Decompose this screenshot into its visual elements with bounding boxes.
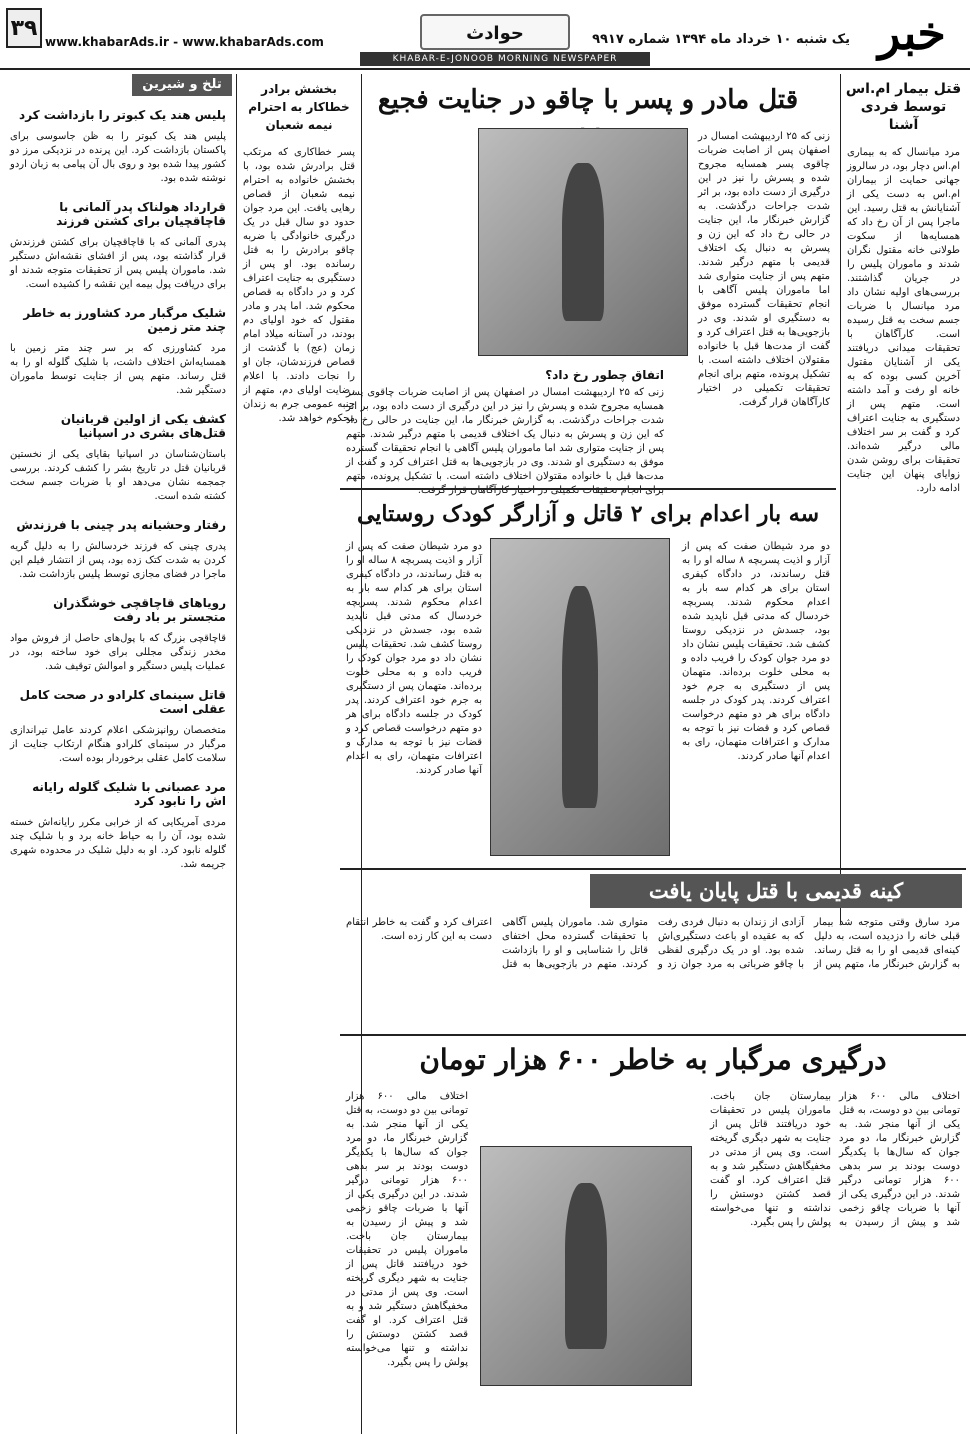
brief-title: شلیک مرگبار مرد کشاورز به خاطر چند متر زمین — [23, 306, 226, 334]
brief-body: پلیس هند یک کبوتر را به ظن جاسوسی برای پاکستان بازداشت کرد. این پرنده در نزدیکی مرز دو کشور پیدا شده بود و روی بال آن پیامی به زبان اردو نوشته شده بود. — [10, 131, 226, 184]
brief-item — [4, 510, 232, 588]
story-four-headline: درگیری مرگبار به خاطر ۶۰۰ هزار تومان — [419, 1043, 887, 1076]
photo-person — [562, 586, 598, 807]
middle-column — [236, 74, 362, 1434]
main-story-subheading: اتفاق چطور رخ داد؟ — [545, 368, 664, 382]
brief-title: رفتار وحشیانه پدر چینی با فرزندش — [16, 518, 226, 532]
page-header — [0, 0, 970, 70]
story-four-body: اختلاف مالی ۶۰۰ هزار تومانی بین دو دوست، به قتل یکی از آنها منجر شد. به گزارش خبرنگار ما، دو مرد جوان که سال‌ها با یکدیگر دوست بودند بر سر بدهی ۶۰۰ هزار تومانی درگیر شدند. در این درگیری یکی از آنها با ضربات چاقو زخمی شد و پیش از رسیدن به بیمارستان جان باخت. ماموران پلیس در تحقیقات خود دریافتند قاتل پس از جنایت به شهر دیگری گریخته است. وی پس از مدتی در مخفیگاهش دستگیر شد و به قتل اعتراف کرد. او گفت قصد کشتن دوستش را نداشته و تنها می‌خواسته پولش را پس بگیرد. — [710, 1091, 961, 1228]
main-story — [340, 74, 836, 496]
main-story-body: زنی که ۲۵ اردیبهشت امسال در اصفهان پس از اصابت ضربات چاقوی پسر همسایه مجروح شده و پسرش را نیز در این درگیری از دست داده بود، بر اثر شدت جراحات درگذشت. به گزارش خبرنگار ما، این جنایت در حالی رخ داد که این زن و پسرش به دنبال یک اختلاف قدیمی با متهم درگیر شدند. متهم پس از جنایت متواری شد اما ماموران پلیس آگاهی با انجام تحقیقات گسترده موفق به دستگیری او شدند. وی در بازجویی‌ها به قتل اعتراف کرد و گفت از مدت‌ها قبل با خانواده مقتولان اختلاف داشته است. با تشکیل پرونده، متهم برای انجام تحقیقات تکمیلی در اختیار کارآگاهان قرار گرفت. — [698, 131, 830, 408]
brief-item — [4, 404, 232, 510]
brief-body: مرد کشاورزی که بر سر چند متر زمین با همسایه‌اش اختلاف داشت، با شلیک گلوله او را به قتل رساند. متهم پس از جنایت توسط ماموران دستگیر شد. — [10, 343, 226, 396]
middle-column-title: بخشش برادر خطاکار به احترام نیمه شعبان — [248, 82, 350, 132]
brief-item — [4, 100, 232, 192]
brief-body: متخصصان روانپزشکی اعلام کردند عامل تیراندازی مرگبار در سینمای کلرادو هنگام ارتکاب جنایت از سلامت کامل عقلی برخوردار بوده است. — [10, 725, 226, 764]
right-column — [840, 74, 966, 924]
brief-body: قاچاقچی بزرگ که با پول‌های حاصل از فروش مواد مخدر زندگی مجللی برای خود ساخته بود، در عملیات پلیس دستگیر و اموالش توقیف شد. — [10, 633, 226, 672]
english-banner: KHABAR-E-JONOOB MORNING NEWSPAPER — [360, 52, 650, 66]
photo-person — [562, 163, 604, 321]
brief-item — [4, 298, 232, 404]
story-two-body-continued: دو مرد شیطان صفت که پس از آزار و اذیت پسربچه ۸ ساله او را به قتل رساندند، در دادگاه کیفری استان برای هر کدام سه بار به اعدام محکوم شدند. پسربچه خردسال که مدتی قبل ناپدید شده بود، جسدش در نزدیکی روستا کشف شد. تحقیقات پلیس نشان داد دو مرد جوان کودک را فریب داده و به محلی خلوت برده‌اند. متهمان پس از دستگیری به جرم خود اعتراف کردند. پدر کودک در جلسه دادگاه برای هر دو متهم درخواست قصاص کرد و قضات نیز با توجه به مدارک و اعترافات متهمان، رای به اعدام آنها صادر کردند. — [346, 541, 482, 776]
brief-body: مردی آمریکایی که از خرابی مکرر رایانه‌اش خسته شده بود، آن را به حیاط خانه برد و با شلیک چند گلوله نابود کرد. او به دلیل شلیک در محدوده شهری جریمه شد. — [10, 817, 226, 870]
story-two — [340, 488, 836, 866]
photo-person — [565, 1183, 607, 1350]
brief-body: پدری چینی که فرزند خردسالش را به دلیل گریه کردن به شدت کتک زده بود، پس از انتشار فیلم این ماجرا در فضای مجازی توسط پلیس بازداشت شد. — [10, 541, 226, 580]
brief-item — [4, 680, 232, 772]
brief-title: پلیس هند یک کبوتر را بازداشت کرد — [19, 108, 226, 122]
section-title: حوادث — [420, 14, 570, 50]
story-four — [340, 1034, 966, 1429]
brief-title: مرد عصبانی با شلیک گلوله رایانه اش را نابود کرد — [32, 780, 226, 808]
brief-body: پدری آلمانی که با قاچاقچیان برای کشتن فرزندش قرار گذاشته بود، پس از افشای نقشه‌اش دستگیر شد. ماموران پلیس پس از تحقیقات متوجه شدند او برای دریافت پول بیمه این نقشه را کشیده است. — [10, 237, 226, 290]
story-two-headline: سه بار اعدام برای ۲ قاتل و آزارگر کودک روستایی — [356, 501, 820, 527]
website-url[interactable]: www.khabarAds.ir - www.khabarAds.com — [45, 35, 324, 49]
page-number: ۳۹ — [6, 8, 42, 48]
brief-item — [4, 588, 232, 680]
newspaper-logo: خبر — [878, 6, 946, 60]
brief-list — [4, 100, 232, 1426]
story-three — [340, 868, 966, 1032]
brief-item — [4, 192, 232, 298]
story-two-body: دو مرد شیطان صفت که پس از آزار و اذیت پسربچه ۸ ساله او را به قتل رساندند، در دادگاه کیفری استان برای هر کدام سه بار به اعدام محکوم شدند. پسربچه خردسال که مدتی قبل ناپدید شده بود، جسدش در نزدیکی روستا کشف شد. تحقیقات پلیس نشان داد دو مرد جوان کودک را فریب داده و به محلی خلوت برده‌اند. متهمان پس از دستگیری به جرم خود اعتراف کردند. پدر کودک در جلسه دادگاه برای هر دو متهم درخواست قصاص کرد و قضات نیز با توجه به مدارک و اعترافات متهمان، رای به اعدام آنها صادر کردند. — [682, 541, 830, 762]
story-two-photo — [490, 538, 670, 856]
main-story-body-continued: زنی که ۲۵ اردیبهشت امسال در اصفهان پس از اصابت ضربات چاقوی پسر همسایه مجروح شده و پسرش را نیز در این درگیری از دست داده بود، بر اثر شدت جراحات درگذشت. به گزارش خبرنگار ما، این جنایت در حالی رخ داد که این زن و پسرش به دنبال یک اختلاف قدیمی با متهم درگیر شدند. متهم پس از جنایت متواری شد اما ماموران پلیس آگاهی با انجام تحقیقات گسترده موفق به دستگیری او شدند. وی در بازجویی‌ها به قتل اعتراف کرد و گفت از مدت‌ها قبل با خانواده مقتولان اختلاف داشته است. با تشکیل پرونده، متهم برای انجام تحقیقات تکمیلی در اختیار کارآگاهان قرار گرفت. — [346, 387, 664, 496]
issue-info: یک شنبه ۱۰ خرداد ماه ۱۳۹۴ شماره ۹۹۱۷ — [592, 32, 850, 47]
story-three-body: مرد سارق وقتی متوجه شد بیمار قبلی خانه را دزدیده است، به دلیل کینه‌ای قدیمی او را به قتل رساند. به گزارش خبرنگار ما، متهم پس از آزادی از زندان به دنبال فردی رفت که به عقیده او باعث دستگیری‌اش شده بود. او در یک درگیری لفظی با چاقو ضرباتی به مرد جوان زد و متواری شد. ماموران پلیس آگاهی با تحقیقات گسترده محل اختفای قاتل را شناسایی و او را بازداشت کردند. متهم در بازجویی‌ها به قتل اعتراف کرد و گفت به خاطر انتقام دست به این کار زده است. — [346, 917, 960, 970]
story-four-body-continued: اختلاف مالی ۶۰۰ هزار تومانی بین دو دوست، به قتل یکی از آنها منجر شد. به گزارش خبرنگار ما، دو مرد جوان که سال‌ها با یکدیگر دوست بودند بر سر بدهی ۶۰۰ هزار تومانی درگیر شدند. در این درگیری یکی از آنها با ضربات چاقو زخمی شد و پیش از رسیدن به بیمارستان جان باخت. ماموران پلیس در تحقیقات خود دریافتند قاتل پس از جنایت به شهر دیگری گریخته است. وی پس از مدتی در مخفیگاهش دستگیر شد و به قتل اعتراف کرد. او گفت قصد کشتن دوستش را نداشته و تنها می‌خواسته پولش را پس بگیرد. — [346, 1091, 469, 1368]
brief-item — [4, 772, 232, 878]
main-story-headline: قتل مادر و پسر با چاقو در جنایت فجیع — [377, 85, 799, 115]
brief-title: قرارداد هولناک پدر آلمانی با قاچاقچیان برای کشتن فرزند — [56, 200, 226, 228]
story-three-headline: کینه قدیمی با قتل پایان یافت — [590, 874, 962, 908]
brief-body: باستان‌شناسان در اسپانیا بقایای یکی از نخستین قربانیان قتل در تاریخ بشر را کشف کردند. بررسی جمجمه نشان می‌دهد او با ضربات جسم سخت کشته شده است. — [10, 449, 226, 502]
left-column-title: تلخ و شیرین — [132, 74, 232, 96]
story-four-photo — [480, 1146, 692, 1386]
main-story-photo — [478, 128, 688, 356]
right-column-title: قتل بیمار ام.اس توسط فردی آشنا — [845, 81, 962, 133]
brief-title: قاتل سینمای کلرادو در صحت کامل عقلی است — [19, 688, 226, 716]
middle-column-body: پسر خطاکاری که مرتکب قتل برادرش شده بود، با بخشش خانواده به احترام نیمه شعبان از قصاص رهایی یافت. این مرد جوان حدود دو سال قبل در یک درگیری خانوادگی با ضربه چاقو برادرش را به قتل رسانده بود. او پس از دستگیری به جنایت اعتراف کرد و در دادگاه به قصاص محکوم شد. اما پدر و مادر مقتول که خود اولیای دم بودند، در آستانه میلاد امام زمان (عج) با گذشت از قصاص فرزندشان، جان او را نجات دادند. با اعلام رضایت اولیای دم، متهم از جنبه عمومی جرم به زندان محکوم خواهد شد. — [243, 147, 355, 424]
right-column-body: مرد میانسال که به بیماری ام.اس دچار بود، در سالروز جهانی حمایت از بیماران ام.اس به دست یکی از آشنایانش به قتل رسید. این ماجرا پس از آن رخ داد که همسایه‌ها از سکوت طولانی خانه مقتول نگران شدند و ماموران پلیس را در جریان گذاشتند. بررسی‌های اولیه نشان داد مرد میانسال با ضربات جسم سخت به قتل رسیده است. کارآگاهان با تحقیقات میدانی دریافتند یکی از آشنایان مقتول آخرین کسی بوده که به خانه او رفت و آمد داشته است. متهم پس از دستگیری به جنایت اعتراف کرد و گفت بر سر اختلاف مالی درگیر شده‌اند. تحقیقات برای روشن شدن زوایای پنهان این جنایت ادامه دارد. — [847, 147, 960, 494]
left-column — [4, 74, 232, 1429]
brief-title: رویاهای قاچاقچی خوشگذران متجستر بر باد رفت — [53, 596, 226, 624]
brief-title: کشف یکی از اولین قربانیان قتل‌های بشری در اسپانیا — [60, 412, 226, 440]
